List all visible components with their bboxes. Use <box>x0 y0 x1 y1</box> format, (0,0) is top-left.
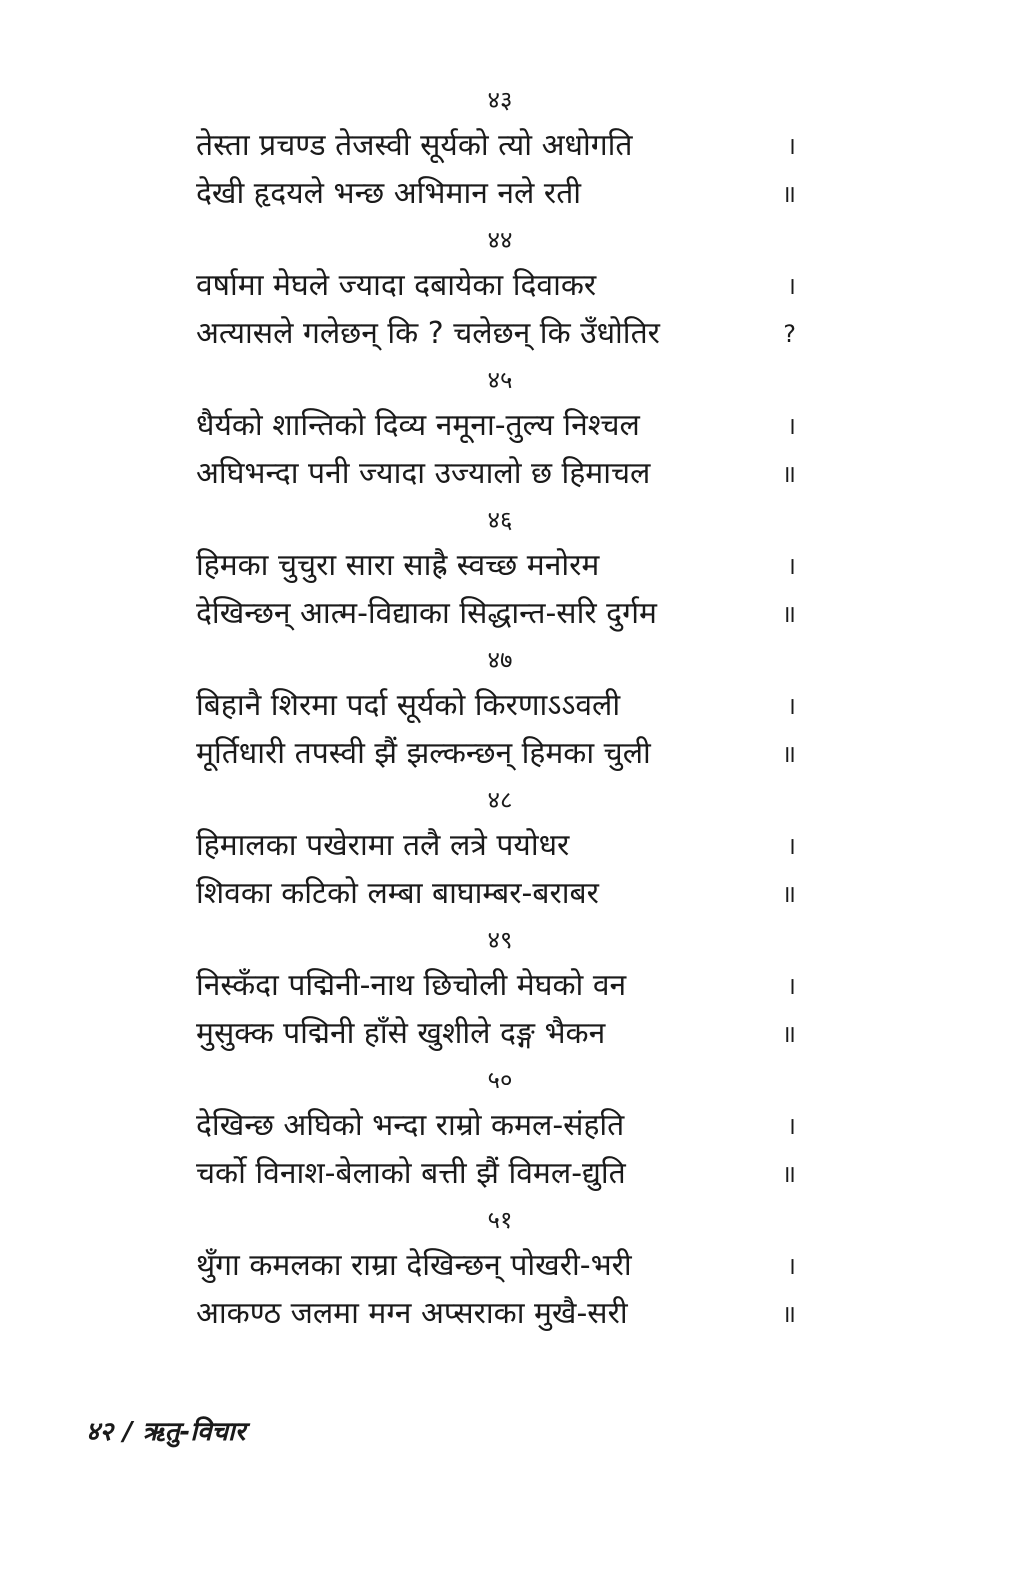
verse-text: आकण्ठ जलमा मग्न अप्सराका मुखै-सरी <box>196 1296 628 1331</box>
stanza-number: ५० <box>487 1066 513 1094</box>
stanza <box>196 498 796 638</box>
verse-text: तेस्ता प्रचण्ड तेजस्वी सूर्यको त्यो अधोगति <box>196 128 633 163</box>
verse-end-mark: । <box>786 1112 796 1140</box>
page-number: ४२ <box>86 1417 114 1447</box>
verse-end-mark: ॥ <box>781 180 796 208</box>
verse-text: हिमका चुचुरा सारा साह्रै स्वच्छ मनोरम <box>196 548 600 583</box>
verse-line <box>196 962 796 1010</box>
verse-line <box>196 450 796 498</box>
stanza-number: ४५ <box>487 366 513 394</box>
verse-end-mark: । <box>786 832 796 860</box>
verse-text: चर्को विनाश-बेलाको बत्ती झैं विमल-द्युति <box>196 1156 626 1191</box>
verse-text: अत्यासले गलेछन् कि ? चलेछन् कि उँधोतिर <box>196 316 660 351</box>
verse-line <box>196 122 796 170</box>
verse-text: हिमालका पखेरामा तलै लत्रे पयोधर <box>196 828 570 863</box>
verse-text: धैर्यको शान्तिको दिव्य नमूना-तुल्य निश्चल <box>196 408 640 443</box>
stanza-number: ५१ <box>487 1206 513 1234</box>
stanza <box>196 358 796 498</box>
verse-line <box>196 1150 796 1198</box>
verse-line <box>196 262 796 310</box>
verse-end-mark: । <box>786 412 796 440</box>
verse-text: देखिन्छन् आत्म-विद्याका सिद्धान्त-सरि दुर्गम <box>196 596 657 631</box>
verse-text: अघिभन्दा पनी ज्यादा उज्यालो छ हिमाचल <box>196 456 651 491</box>
verse-end-mark: ॥ <box>781 740 796 768</box>
verse-end-mark: । <box>786 1252 796 1280</box>
verse-end-mark: ॥ <box>781 600 796 628</box>
stanza-number: ४७ <box>487 646 513 674</box>
verse-text: देखिन्छ अघिको भन्दा राम्रो कमल-संहति <box>196 1108 625 1143</box>
verse-text: मुसुक्क पद्मिनी हाँसे खुशीले दङ्ग भैकन <box>196 1016 606 1051</box>
verse-end-mark: ॥ <box>781 1160 796 1188</box>
verse-line <box>196 542 796 590</box>
verse-end-mark: ॥ <box>781 880 796 908</box>
verse-line <box>196 730 796 778</box>
stanza <box>196 78 796 218</box>
book-title: ऋतु-विचार <box>142 1417 246 1447</box>
verse-line <box>196 402 796 450</box>
verse-line <box>196 682 796 730</box>
verse-line <box>196 870 796 918</box>
verse-end-mark: ॥ <box>781 1020 796 1048</box>
verse-end-mark: । <box>786 692 796 720</box>
verse-text: वर्षामा मेघले ज्यादा दबायेका दिवाकर <box>196 268 597 303</box>
verse-line <box>196 1290 796 1338</box>
stanza-number: ४८ <box>487 786 513 814</box>
stanza <box>196 1198 796 1338</box>
verse-end-mark: । <box>786 272 796 300</box>
verse-text: बिहानै शिरमा पर्दा सूर्यको किरणाऽऽवली <box>196 688 621 723</box>
verse-line <box>196 1102 796 1150</box>
verse-line <box>196 1242 796 1290</box>
verse-list <box>196 78 796 1338</box>
stanza <box>196 638 796 778</box>
verse-text: निस्कँदा पद्मिनी-नाथ छिचोली मेघको वन <box>196 968 627 1003</box>
stanza <box>196 918 796 1058</box>
verse-end-mark: ? <box>783 320 796 348</box>
verse-text: मूर्तिधारी तपस्वी झैं झल्कन्छन् हिमका चुली <box>196 736 651 771</box>
verse-end-mark: ॥ <box>781 460 796 488</box>
verse-line <box>196 590 796 638</box>
verse-line <box>196 822 796 870</box>
verse-end-mark: । <box>786 132 796 160</box>
verse-end-mark: । <box>786 552 796 580</box>
stanza-number: ४४ <box>487 226 513 254</box>
page-footer <box>86 1412 245 1452</box>
stanza <box>196 1058 796 1198</box>
footer-separator: / <box>123 1417 133 1447</box>
verse-line <box>196 1010 796 1058</box>
verse-text: शिवका कटिको लम्बा बाघाम्बर-बराबर <box>196 876 599 911</box>
stanza-number: ४९ <box>487 926 513 954</box>
verse-line <box>196 170 796 218</box>
stanza <box>196 218 796 358</box>
verse-end-mark: । <box>786 972 796 1000</box>
verse-line <box>196 310 796 358</box>
verse-text: देखी हृदयले भन्छ अभिमान नले रती <box>196 176 582 211</box>
stanza-number: ४३ <box>487 86 513 114</box>
stanza-number: ४६ <box>487 506 513 534</box>
verse-text: थुँगा कमलका राम्रा देखिन्छन् पोखरी-भरी <box>196 1248 632 1283</box>
stanza <box>196 778 796 918</box>
verse-end-mark: ॥ <box>781 1300 796 1328</box>
